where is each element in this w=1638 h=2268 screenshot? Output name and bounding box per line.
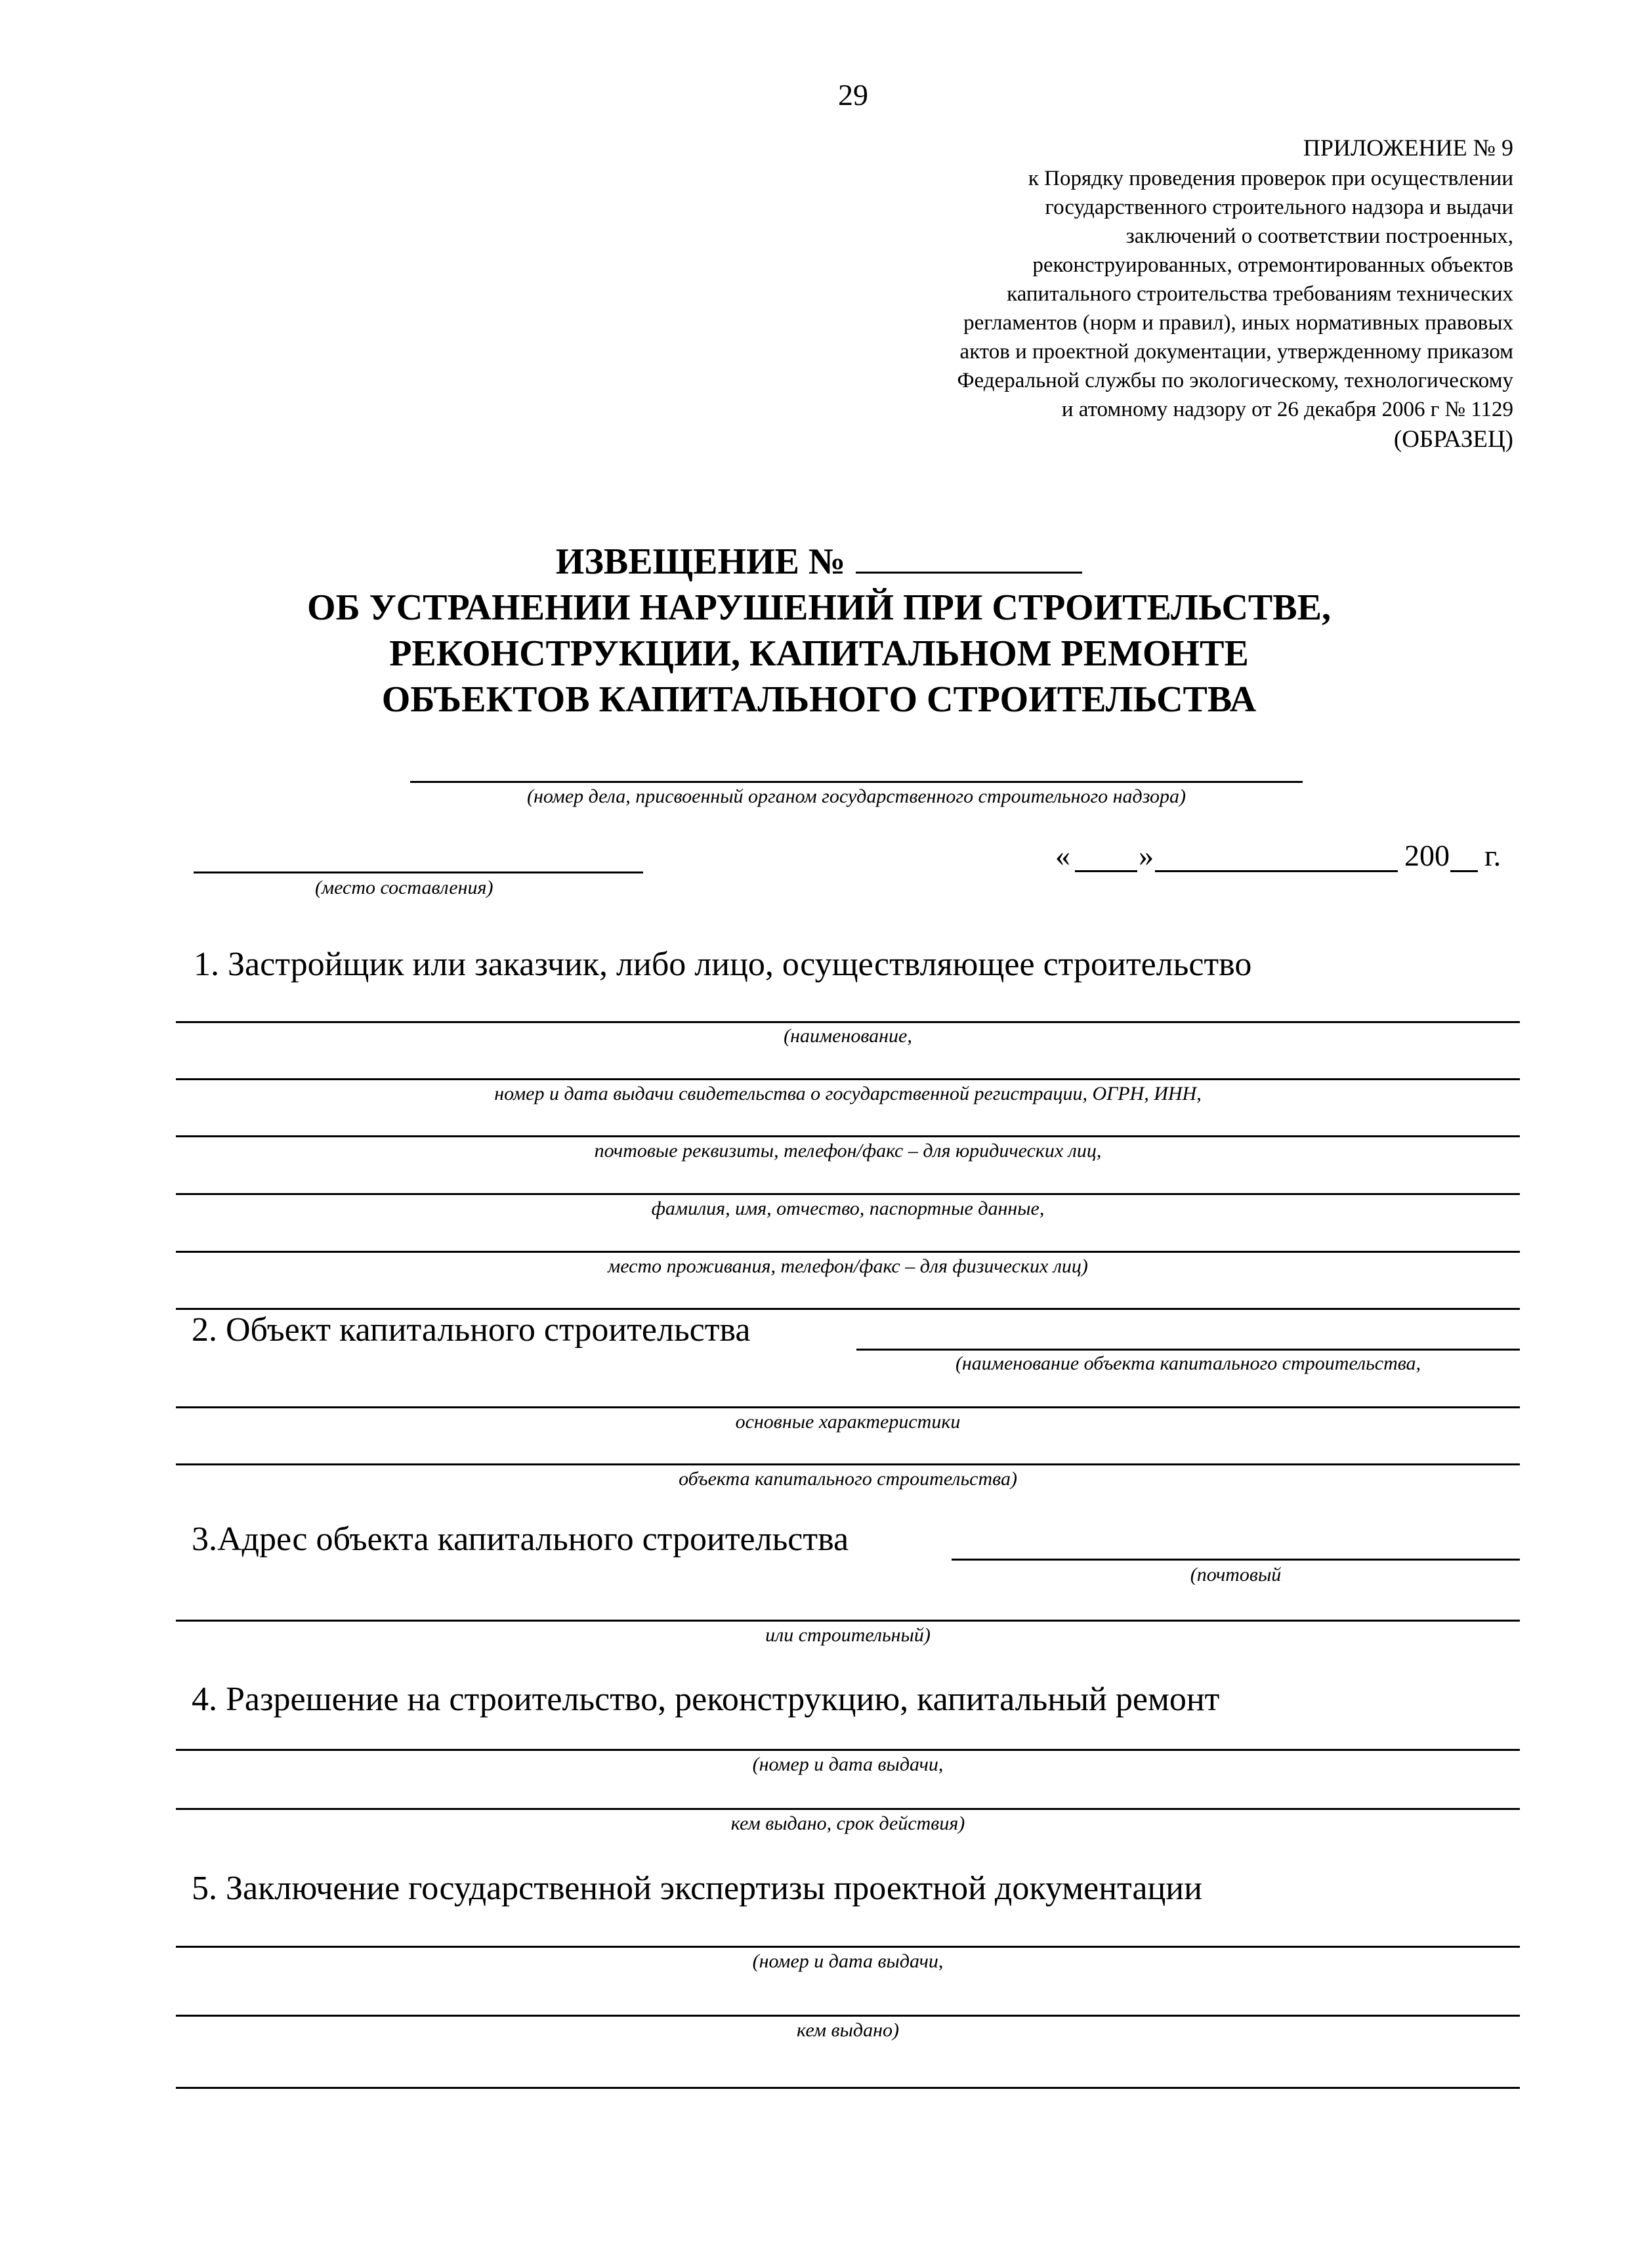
section-5-caption: кем выдано)	[797, 2019, 899, 2041]
place-caption: (место составления)	[315, 877, 494, 898]
section-1-field[interactable]	[176, 1308, 1520, 1310]
section-3-field[interactable]	[176, 1620, 1520, 1622]
section-1-heading: 1. Застройщик или заказчик, либо лицо, осуществляющее строительство	[194, 946, 1252, 983]
sample-mark: (ОБРАЗЕЦ)	[1393, 426, 1513, 453]
place-field[interactable]	[194, 872, 643, 873]
section-5-field[interactable]	[176, 2087, 1520, 2089]
section-4-field[interactable]	[176, 1808, 1520, 1810]
appendix-header	[660, 131, 1513, 455]
date-year-field[interactable]	[1450, 870, 1478, 872]
section-1-field[interactable]	[176, 1021, 1520, 1023]
section-3-caption: (почтовый	[1190, 1564, 1282, 1586]
appendix-line: и атомному надзору от 26 декабря 2006 г № 1129	[1061, 398, 1513, 421]
date-open-quote: «	[1055, 839, 1070, 872]
title-notice: ИЗВЕЩЕНИЕ №	[555, 541, 846, 582]
section-2-field[interactable]	[856, 1349, 1520, 1351]
section-5-caption: (номер и дата выдачи,	[752, 1950, 944, 1972]
section-5-heading: 5. Заключение государственной экспертизы проектной документации	[192, 1870, 1202, 1907]
section-2-caption: объекта капитального строительства)	[679, 1468, 1017, 1490]
section-1-field[interactable]	[176, 1078, 1520, 1080]
section-2-caption: основные характеристики	[735, 1411, 961, 1433]
notice-number-field[interactable]	[856, 535, 1082, 574]
section-1-field[interactable]	[176, 1251, 1520, 1253]
date-year-suffix: г.	[1484, 839, 1502, 872]
section-1-field[interactable]	[176, 1193, 1520, 1195]
appendix-line: актов и проектной документации, утвержденному приказом	[959, 340, 1513, 364]
appendix-line: государственного строительного надзора и выдачи	[1045, 196, 1513, 219]
section-4-field[interactable]	[176, 1749, 1520, 1751]
section-1-field[interactable]	[176, 1135, 1520, 1137]
appendix-line: к Порядку проведения проверок при осуществлении	[1028, 167, 1513, 190]
section-2-heading: 2. Объект капитального строительства	[192, 1311, 751, 1349]
case-number-caption: (номер дела, присвоенный органом государственного строительного надзора)	[526, 786, 1186, 807]
appendix-title: ПРИЛОЖЕНИЕ № 9	[1303, 135, 1513, 161]
section-3-caption: или строительный)	[765, 1624, 931, 1646]
case-number-field[interactable]	[410, 781, 1303, 783]
section-4-caption: кем выдано, срок действия)	[730, 1813, 965, 1834]
section-2-caption: (наименование объекта капитального строительства,	[955, 1353, 1421, 1374]
date-close-quote: »	[1139, 839, 1154, 872]
section-1-caption: фамилия, имя, отчество, паспортные данные,	[651, 1198, 1045, 1219]
section-1-caption: почтовые реквизиты, телефон/факс – для юридических лиц,	[594, 1140, 1102, 1162]
section-2-field[interactable]	[176, 1406, 1520, 1408]
section-2-field[interactable]	[176, 1463, 1520, 1465]
date-year-prefix: 200	[1404, 839, 1450, 872]
title-line-4: ОБЪЕКТОВ КАПИТАЛЬНОГО СТРОИТЕЛЬСТВА	[381, 679, 1257, 720]
section-1-caption: место проживания, телефон/факс – для физических лиц)	[608, 1255, 1088, 1277]
document-title	[0, 535, 1638, 723]
section-4-caption: (номер и дата выдачи,	[752, 1754, 944, 1775]
date-day-field[interactable]	[1075, 870, 1137, 872]
date-month-field[interactable]	[1155, 870, 1398, 872]
section-5-field[interactable]	[176, 1946, 1520, 1948]
title-notice-line	[0, 535, 1638, 585]
section-4-heading: 4. Разрешение на строительство, реконструкцию, капитальный ремонт	[192, 1681, 1220, 1718]
section-1-caption: (наименование,	[784, 1025, 912, 1047]
title-line-3: РЕКОНСТРУКЦИИ, КАПИТАЛЬНОМ РЕМОНТЕ	[389, 633, 1249, 674]
page-number: 29	[838, 78, 868, 112]
appendix-line: реконструированных, отремонтированных объектов	[1032, 253, 1513, 277]
appendix-line: капитального строительства требованиям технических	[1007, 282, 1513, 306]
section-1-caption: номер и дата выдачи свидетельства о государственной регистрации, ОГРН, ИНН,	[494, 1083, 1202, 1104]
section-3-heading: 3.Адрес объекта капитального строительства	[192, 1521, 849, 1558]
section-5-field[interactable]	[176, 2015, 1520, 2017]
appendix-line: регламентов (норм и правил), иных нормативных правовых	[963, 311, 1513, 335]
appendix-line: заключений о соответствии построенных,	[1125, 224, 1513, 248]
appendix-line: Федеральной службы по экологическому, технологическому	[957, 369, 1513, 392]
section-3-field[interactable]	[952, 1559, 1520, 1561]
title-line-2: ОБ УСТРАНЕНИИ НАРУШЕНИЙ ПРИ СТРОИТЕЛЬСТВЕ,	[307, 587, 1331, 628]
